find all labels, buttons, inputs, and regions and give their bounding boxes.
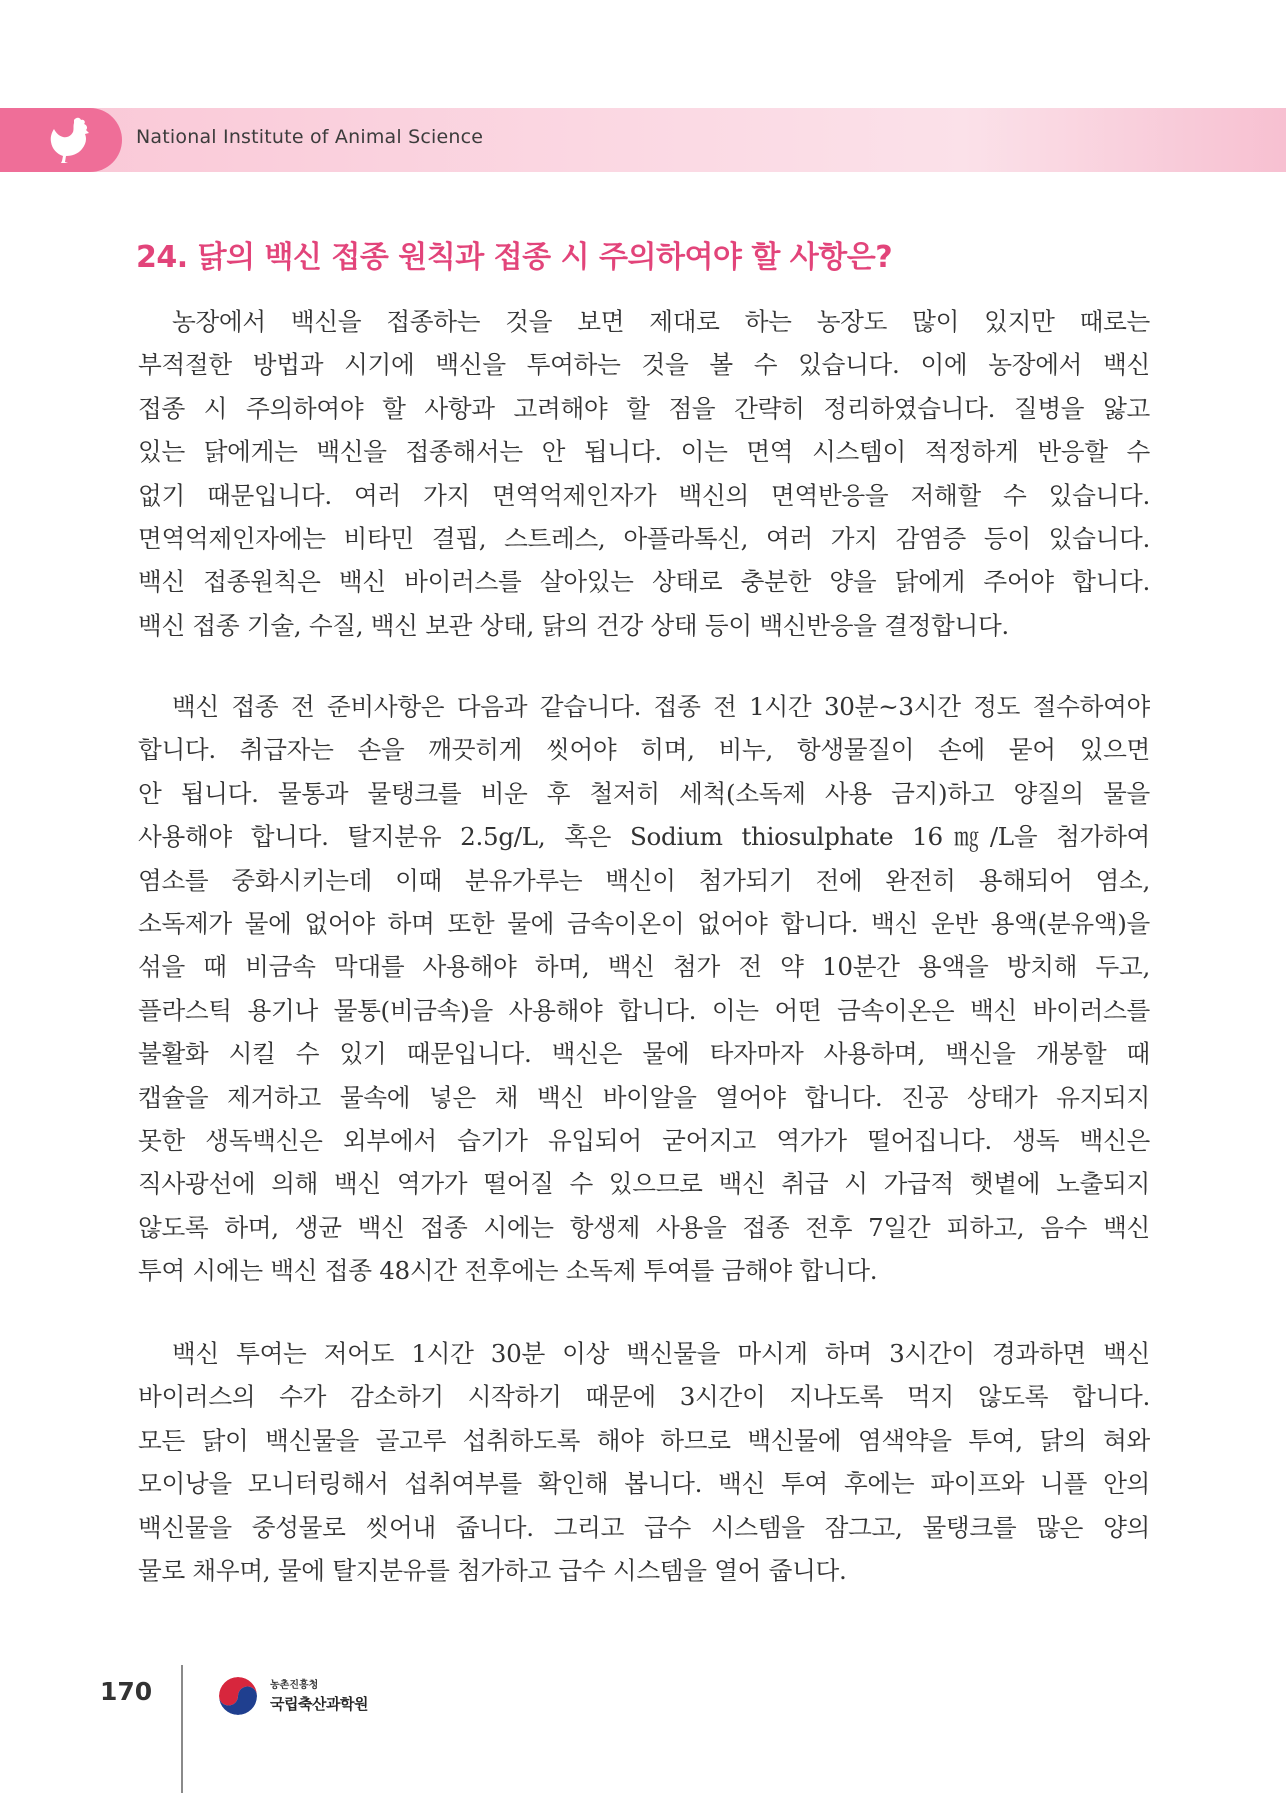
text-line: 플라스틱 용기나 물통(비금속)을 사용해야 합니다. 이는 어떤 금속이온은 백신 바이러스를 [138, 995, 1150, 1025]
text-line: 백신 접종 기술, 수질, 백신 보관 상태, 닭의 건강 상태 등이 백신반응을 결정합니다. [138, 610, 1009, 640]
text-line: 없기 때문입니다. 여러 가지 면역억제인자가 백신의 면역반응을 저해할 수 있습니다. [138, 480, 1150, 510]
paragraph-1 [138, 300, 1150, 647]
paragraph-3 [138, 1332, 1150, 1592]
org-subtitle: 농촌진흥청 [270, 1680, 319, 1691]
text-line: 백신 투여는 저어도 1시간 30분 이상 백신물을 마시게 하며 3시간이 경과하면 백신 [172, 1339, 1150, 1368]
page-number: 170 [100, 1677, 153, 1706]
text-line: 불활화 시킬 수 있기 때문입니다. 백신은 물에 타자마자 사용하며, 백신을 개봉할 때 [138, 1039, 1150, 1069]
text-line: 않도록 하며, 생균 백신 접종 시에는 항생제 사용을 접종 전후 7일간 피하고, 음수 백신 [138, 1212, 1150, 1242]
government-emblem-icon [217, 1675, 259, 1717]
paragraph-2 [138, 685, 1150, 1292]
text-line: 있는 닭에게는 백신을 접종해서는 안 됩니다. 이는 면역 시스템이 적정하게 반응할 수 [138, 437, 1150, 467]
text-line: 염소를 중화시키는데 이때 분유가루는 백신이 첨가되기 전에 완전히 용해되어 염소, [138, 865, 1150, 895]
text-line: 백신 접종 전 준비사항은 다음과 같습니다. 접종 전 1시간 30분~3시간 정도 절수하여야 [172, 692, 1150, 721]
text-line: 백신 접종원칙은 백신 바이러스를 살아있는 상태로 충분한 양을 닭에게 주어야 합니다. [138, 567, 1150, 597]
text-line: 모이낭을 모니터링해서 섭취여부를 확인해 봅니다. 백신 투여 후에는 파이프와 니플 안의 [138, 1469, 1150, 1499]
page-title: 24. 닭의 백신 접종 원칙과 접종 시 주의하여야 할 사항은? [136, 240, 893, 275]
text-line: 직사광선에 의해 백신 역가가 떨어질 수 있으므로 백신 취급 시 가급적 햇볕에 노출되지 [138, 1169, 1150, 1199]
footer-divider [181, 1665, 183, 1793]
text-line: 못한 생독백신은 외부에서 습기가 유입되어 굳어지고 역가가 떨어집니다. 생독 백신은 [138, 1125, 1150, 1155]
text-line: 소독제가 물에 없어야 하며 또한 물에 금속이온이 없어야 합니다. 백신 운반 용액(분유액)을 [138, 908, 1150, 938]
text-line: 사용해야 합니다. 탈지분유 2.5g/L, 혹은 Sodium thiosulphate 16㎎/L을 첨가하여 [138, 822, 1150, 852]
text-line: 섞을 때 비금속 막대를 사용해야 하며, 백신 첨가 전 약 10분간 용액을 방치해 두고, [138, 952, 1150, 982]
text-line: 바이러스의 수가 감소하기 시작하기 때문에 3시간이 지나도록 먹지 않도록 합니다. [138, 1382, 1150, 1412]
text-line: 접종 시 주의하여야 할 사항과 고려해야 할 점을 간략히 정리하였습니다. 질병을 앓고 [138, 393, 1150, 423]
text-line: 모든 닭이 백신물을 골고루 섭취하도록 해야 하므로 백신물에 염색약을 투여, 닭의 혀와 [138, 1425, 1150, 1455]
org-name: 국립축산과학원 [270, 1695, 368, 1713]
text-line: 캡슐을 제거하고 물속에 넣은 채 백신 바이알을 열어야 합니다. 진공 상태가 유지되지 [138, 1082, 1150, 1112]
chicken-icon [38, 114, 94, 170]
text-line: 합니다. 취급자는 손을 깨끗히게 씻어야 히며, 비누, 항생물질이 손에 묻어 있으면 [138, 735, 1150, 765]
text-line: 물로 채우며, 물에 탈지분유를 첨가하고 급수 시스템을 열어 줍니다. [138, 1555, 847, 1585]
text-line: 부적절한 방법과 시기에 백신을 투여하는 것을 볼 수 있습니다. 이에 농장에서 백신 [138, 350, 1150, 380]
text-line: 농장에서 백신을 접종하는 것을 보면 제대로 하는 농장도 많이 있지만 때로는 [172, 307, 1150, 336]
text-line: 안 됩니다. 물통과 물탱크를 비운 후 철저히 세척(소독제 사용 금지)하고 양질의 물을 [138, 778, 1150, 808]
text-line: 면역억제인자에는 비타민 결핍, 스트레스, 아플라톡신, 여러 가지 감염증 등이 있습니다. [138, 523, 1150, 553]
text-line: 백신물을 중성물로 씻어내 줍니다. 그리고 급수 시스템을 잠그고, 물탱크를 많은 양의 [138, 1512, 1150, 1542]
header-institute-name: National Institute of Animal Science [136, 126, 484, 148]
text-line: 투여 시에는 백신 접종 48시간 전후에는 소독제 투여를 금해야 합니다. [138, 1256, 878, 1286]
